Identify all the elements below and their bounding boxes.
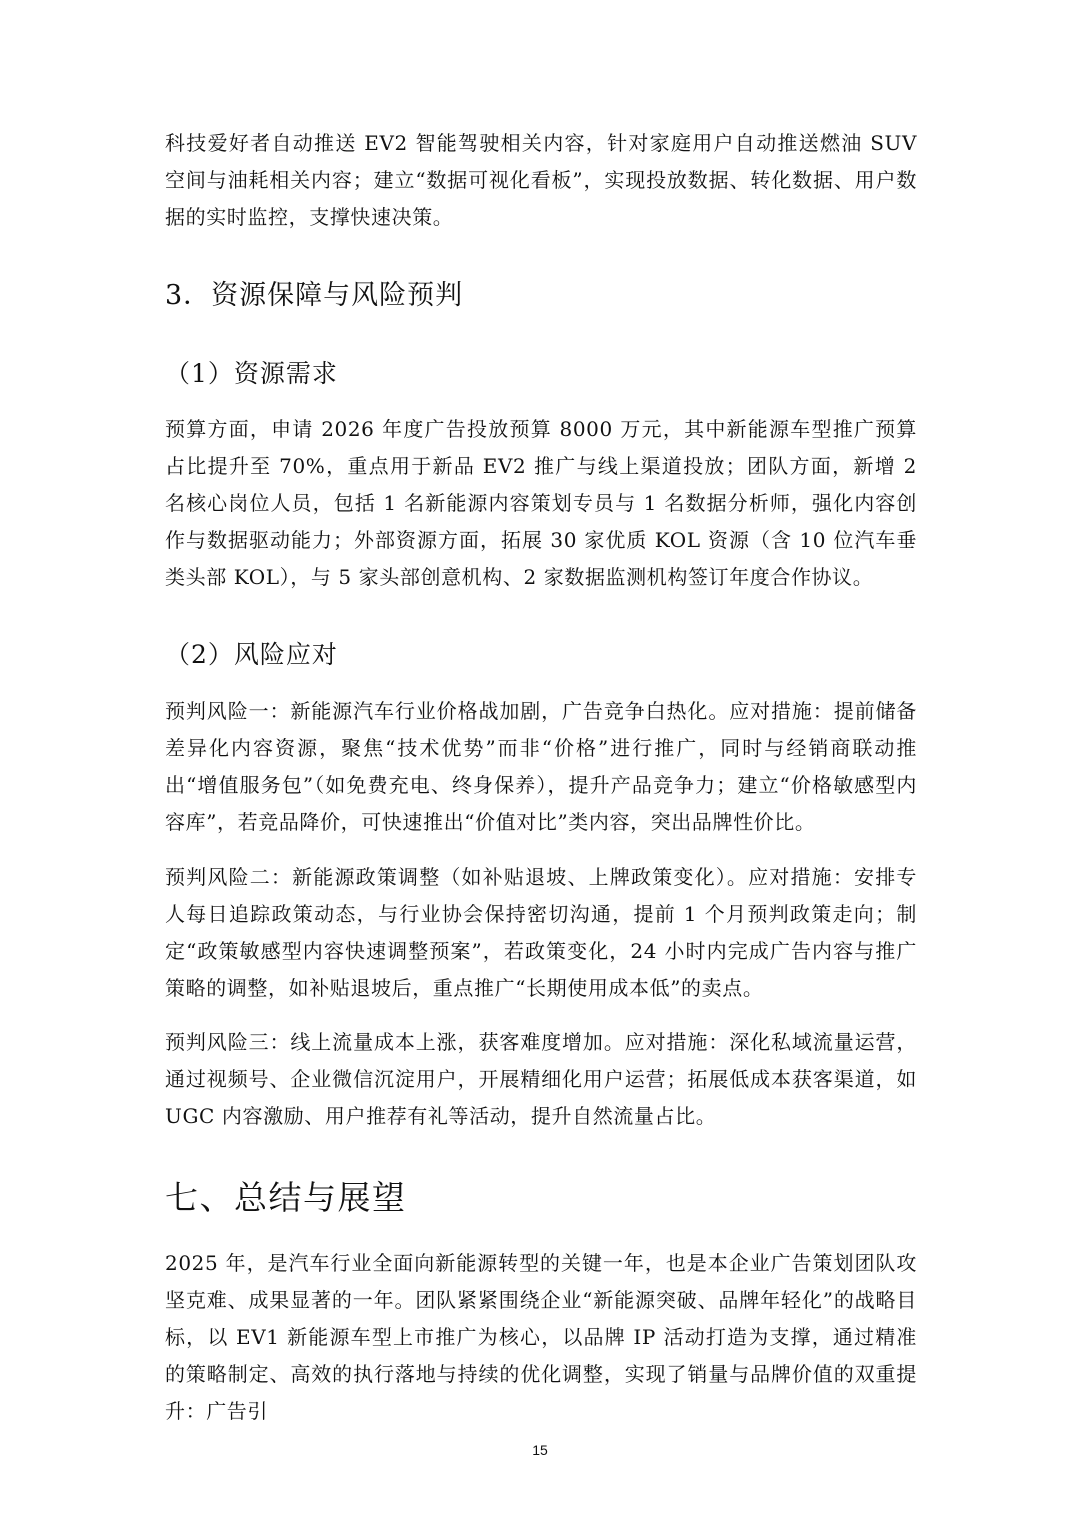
subsection-heading-resource-needs: （1）资源需求	[165, 359, 338, 388]
risk-one-paragraph: 预判风险一：新能源汽车行业价格战加剧，广告竞争白热化。应对措施：提前储备差异化内容资源，聚焦“技术优势”而非“价格”进行推广，同时与经销商联动推出“增值服务包”（如免费充电、终身保养），提升产品竞争力；建立“价格敏感型内容库”，若竞品降价，可快速推出“价值对比”类内容，突出品牌性价比。	[165, 699, 917, 834]
subsection-heading-risk-response: （2）风险应对	[165, 640, 338, 669]
summary-paragraph: 2025 年，是汽车行业全面向新能源转型的关键一年，也是本企业广告策划团队攻坚克难、成果显著的一年。团队紧紧围绕企业“新能源突破、品牌年轻化”的战略目标，以 EV1 新能源车型上市推广为核心，以品牌 IP 活动打造为支撑，通过精准的策略制定、高效的执行落地与持续的优化调整，实现了销量与品牌价值的双重提升：广告引	[165, 1251, 917, 1423]
risk-three-paragraph: 预判风险三：线上流量成本上涨，获客难度增加。应对措施：深化私域流量运营，通过视频号、企业微信沉淀用户，开展精细化用户运营；拓展低成本获客渠道，如 UGC 内容激励、用户推荐有礼等活动，提升自然流量占比。	[165, 1030, 917, 1128]
resource-needs-paragraph: 预算方面，申请 2026 年度广告投放预算 8000 万元，其中新能源车型推广预算占比提升至 70%，重点用于新品 EV2 推广与线上渠道投放；团队方面，新增 2 名核心岗位人员，包括 1 名新能源内容策划专员与 1 名数据分析师，强化内容创作与数据驱动能力；外部资源方面，拓展 30 家优质 KOL 资源（含 10 位汽车垂类头部 KOL），与 5 家头部创意机构、2 家数据监测机构签订年度合作协议。	[165, 417, 917, 589]
page-number: 15	[532, 1442, 548, 1458]
intro-paragraph: 科技爱好者自动推送 EV2 智能驾驶相关内容，针对家庭用户自动推送燃油 SUV 空间与油耗相关内容；建立“数据可视化看板”，实现投放数据、转化数据、用户数据的实时监控，支撑快速决策。	[165, 131, 917, 229]
chapter-heading-summary: 七、总结与展望	[165, 1178, 407, 1217]
risk-two-paragraph: 预判风险二：新能源政策调整（如补贴退坡、上牌政策变化）。应对措施：安排专人每日追踪政策动态，与行业协会保持密切沟通，提前 1 个月预判政策走向；制定“政策敏感型内容快速调整预案”，若政策变化，24 小时内完成广告内容与推广策略的调整，如补贴退坡后，重点推广“长期使用成本低”的卖点。	[165, 865, 917, 1000]
section-heading-resource-risk: 3．资源保障与风险预判	[165, 280, 464, 311]
